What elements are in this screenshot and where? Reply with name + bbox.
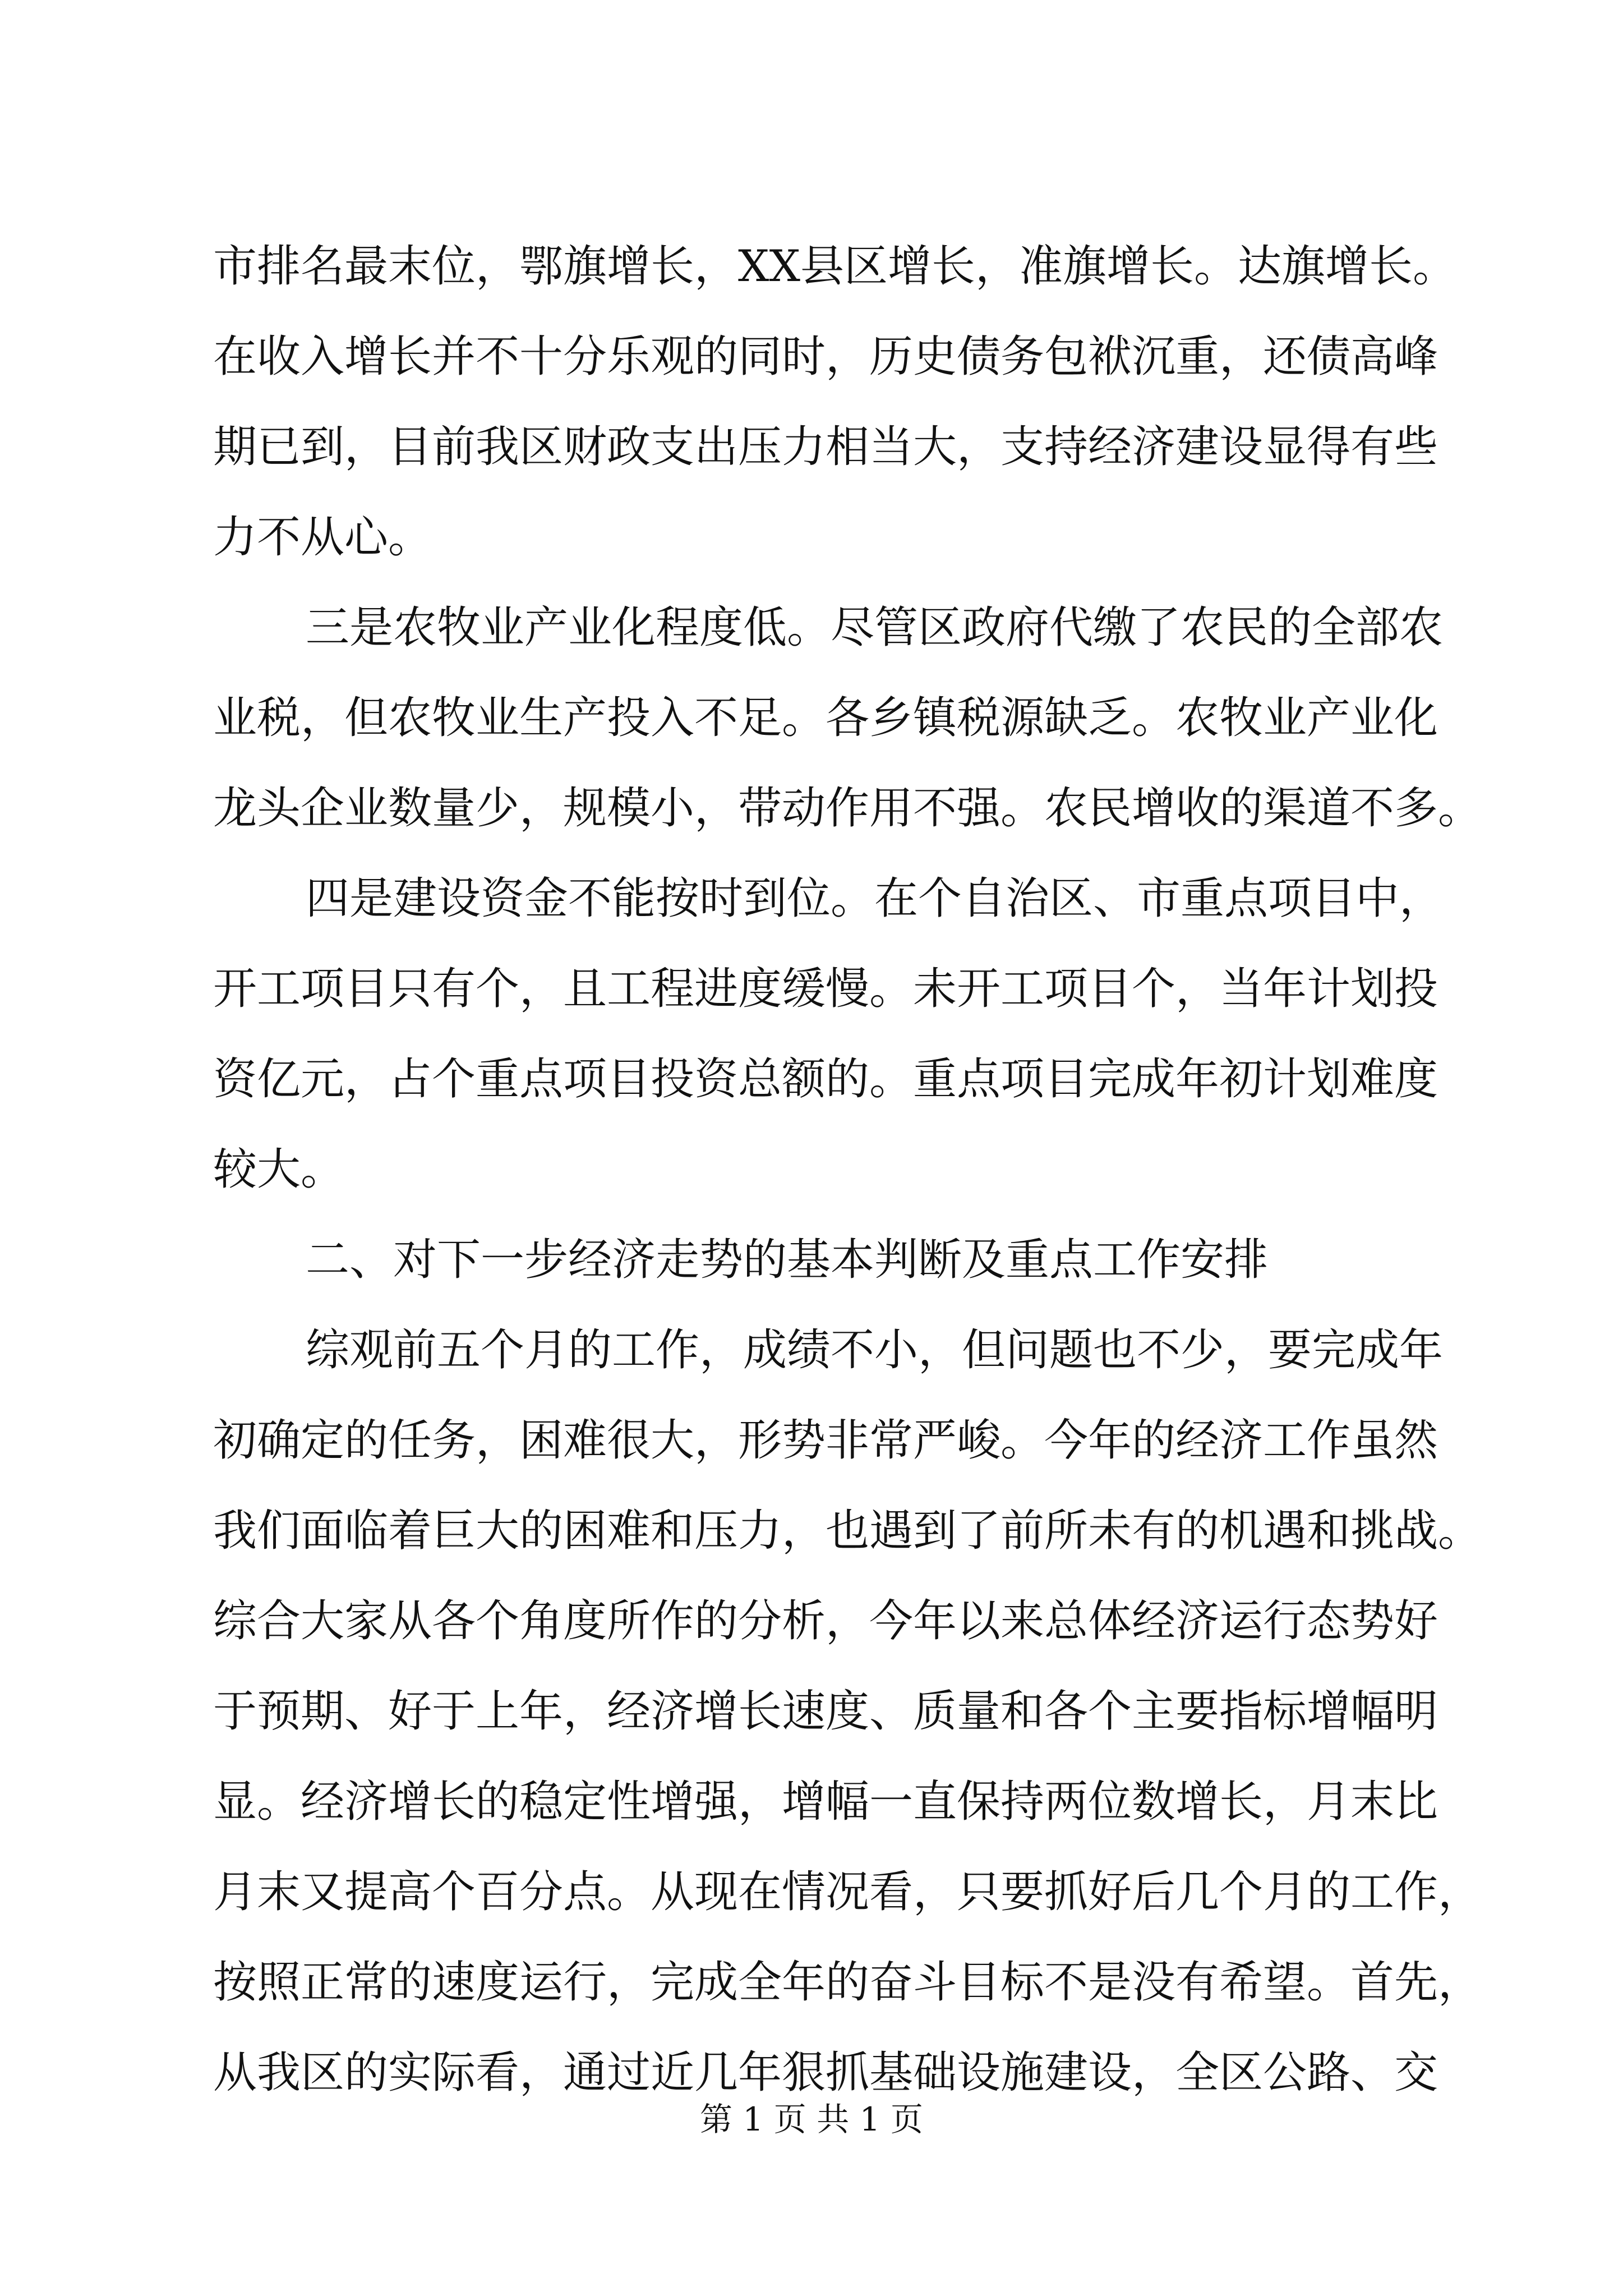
text-line: 业税，但农牧业生产投入不足。各乡镇税源缺乏。农牧业产业化 (213, 693, 1438, 743)
section-heading: 二、对下一步经济走势的基本判断及重点工作安排 (306, 1235, 1269, 1285)
text-line: 初确定的任务，困难很大，形势非常严峻。今年的经济工作虽然 (213, 1415, 1438, 1466)
text-line: 资亿元，占个重点项目投资总额的。重点项目完成年初计划难度 (213, 1054, 1438, 1105)
text-line: 力不从心。 (213, 512, 432, 563)
text-line: 在收入增长并不十分乐观的同时，历史债务包袱沉重，还债高峰 (213, 332, 1438, 382)
paragraph-start-line: 综观前五个月的工作，成绩不小，但问题也不少，要完成年 (306, 1325, 1444, 1375)
text-line: 较大。 (213, 1144, 345, 1195)
paragraph-start-line: 三是农牧业产业化程度低。尽管区政府代缴了农民的全部农 (306, 602, 1444, 653)
paragraph-start-line: 四是建设资金不能按时到位。在个自治区、市重点项目中， (306, 873, 1444, 924)
text-line: 我们面临着巨大的困难和压力，也遇到了前所未有的机遇和挑战。 (213, 1506, 1482, 1556)
text-line: 于预期、好于上年，经济增长速度、质量和各个主要指标增幅明 (213, 1686, 1438, 1737)
text-line: 从我区的实际看，通过近几年狠抓基础设施建设，全区公路、交 (213, 2047, 1438, 2098)
text-line: 显。经济增长的稳定性增强，增幅一直保持两位数增长，月末比 (213, 1777, 1438, 1827)
page-footer: 第 1 页 共 1 页 (700, 2100, 923, 2138)
text-line: 按照正常的速度运行，完成全年的奋斗目标不是没有希望。首先， (213, 1957, 1482, 2008)
text-line: 市排名最末位，鄂旗增长，XX县区增长，准旗增长。达旗增长。 (213, 241, 1457, 292)
text-line: 开工项目只有个，且工程进度缓慢。未开工项目个，当年计划投 (213, 964, 1438, 1014)
text-line: 综合大家从各个角度所作的分析，今年以来总体经济运行态势好 (213, 1596, 1438, 1646)
text-line: 期已到，目前我区财政支出压力相当大，支持经济建设显得有些 (213, 422, 1438, 472)
text-line: 月末又提高个百分点。从现在情况看，只要抓好后几个月的工作， (213, 1867, 1482, 1917)
text-line: 龙头企业数量少，规模小，带动作用不强。农民增收的渠道不多。 (213, 783, 1482, 834)
document-body (213, 222, 1482, 2118)
